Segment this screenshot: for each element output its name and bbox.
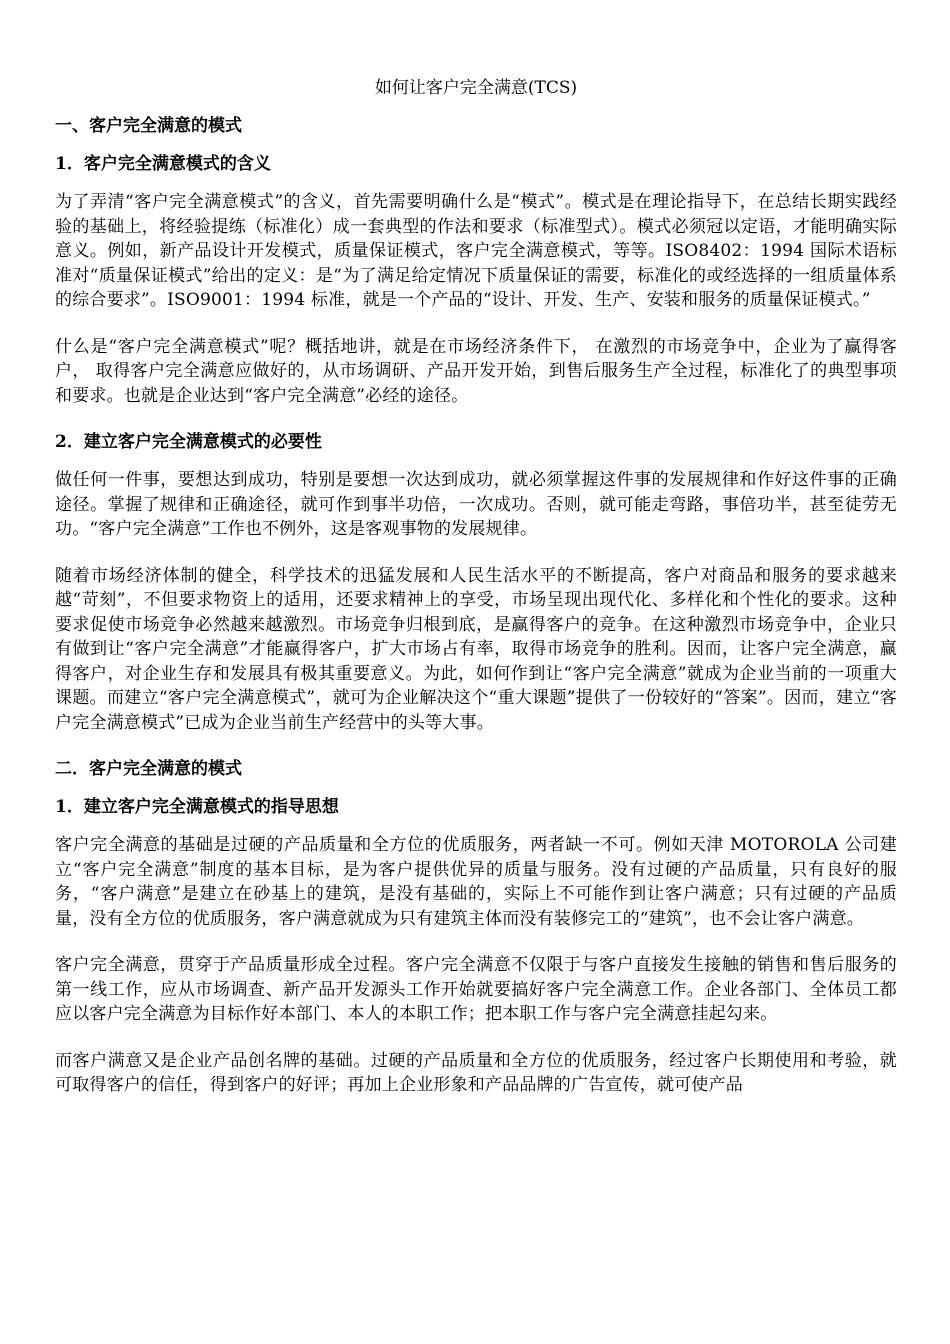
section-2-heading: 二．客户完全满意的模式: [55, 759, 242, 779]
section-1-1-heading: 1．客户完全满意模式的含义: [55, 154, 271, 174]
paragraph: 随着市场经济体制的健全，科学技术的迅猛发展和人民生活水平的不断提高，客户对商品和服务的要求越来越“苛刻”，不但要求物资上的适用，还要求精神上的享受，市场呈现出现代化、多样化和个性化的要求。这种要求促使市场竞争必然越来越激烈。市场竞争归根到底，是赢得客户的竞争。在这种激烈市场竞争中，企业只有做到让“客户完全满意”才能赢得客户，扩大市场占有率，取得市场竞争的胜利。因而，让客户完全满意，赢得客户，对企业生存和发展具有极其重要意义。为此，如何作到让“客户完全满意”就成为企业当前的一项重大课题。而建立“客户完全满意模式”，就可为企业解决这个“重大课题”提供了一份较好的“答案”。因而，建立“客户完全满意模式”已成为企业当前生产经营中的头等大事。: [55, 565, 897, 733]
section-1-heading: 一、客户完全满意的模式: [55, 116, 242, 136]
document-page: [55, 68, 897, 1338]
section-2-1-heading: 1．建立客户完全满意模式的指导思想: [55, 797, 339, 817]
document-title: 如何让客户完全满意(TCS): [374, 78, 578, 98]
paragraph: 客户完全满意，贯穿于产品质量形成全过程。客户完全满意不仅限于与客户直接发生接触的销售和售后服务的第一线工作，应从市场调查、新产品开发源头工作开始就要搞好客户完全满意工作。企业各部门、全体员工都应以客户完全满意为目标作好本部门、本人的本职工作；把本职工作与客户完全满意挂起勾来。: [55, 955, 897, 1024]
paragraph: 为了弄清“客户完全满意模式”的含义，首先需要明确什么是“模式”。模式是在理论指导下，在总结长期实践经验的基础上，将经验提练（标准化）成一套典型的作法和要求（标准型式）。模式必须冠以定语，才能明确实际意义。例如，新产品设计开发模式，质量保证模式，客户完全满意模式，等等。ISO8402：1994 国际术语标准对“质量保证模式”给出的定义：是“为了满足给定情况下质量保证的需要，标准化的或经选择的一组质量体系的综合要求”。ISO9001：1994 标准，就是一个产品的“设计、开发、生产、安装和服务的质量保证模式。”: [55, 192, 897, 310]
section-1-2-heading: 2．建立客户完全满意模式的必要性: [55, 432, 322, 452]
paragraph: 什么是“客户完全满意模式”呢？概括地讲，就是在市场经济条件下， 在激烈的市场竞争中，企业为了赢得客户， 取得客户完全满意应做好的，从市场调研、产品开发开始，到售后服务生产全过程，标准化了的典型事项和要求。也就是企业达到“客户完全满意”必经的途径。: [55, 336, 897, 406]
paragraph: 而客户满意又是企业产品创名牌的基础。过硬的产品质量和全方位的优质服务，经过客户长期使用和考验，就可取得客户的信任，得到客户的好评；再加上企业形象和产品品牌的广告宣传，就可使产品: [55, 1050, 897, 1095]
paragraph: 客户完全满意的基础是过硬的产品质量和全方位的优质服务，两者缺一不可。例如天津 MOTOROLA 公司建立“客户完全满意”制度的基本目标，是为客户提供优异的质量与服务。没有过硬的产品质量，只有良好的服务，“客户满意”是建立在砂基上的建筑，是没有基础的，实际上不可能作到让客户满意；只有过硬的产品质量，没有全方位的优质服务，客户满意就成为只有建筑主体而没有装修完工的“建筑”，也不会让客户满意。: [55, 835, 897, 929]
paragraph: 做任何一件事，要想达到成功，特别是要想一次达到成功，就必须掌握这件事的发展规律和作好这件事的正确途径。掌握了规律和正确途径，就可作到事半功倍，一次成功。否则，就可能走弯路，事倍功半，甚至徒劳无功。“客户完全满意”工作也不例外，这是客观事物的发展规律。: [55, 470, 897, 539]
